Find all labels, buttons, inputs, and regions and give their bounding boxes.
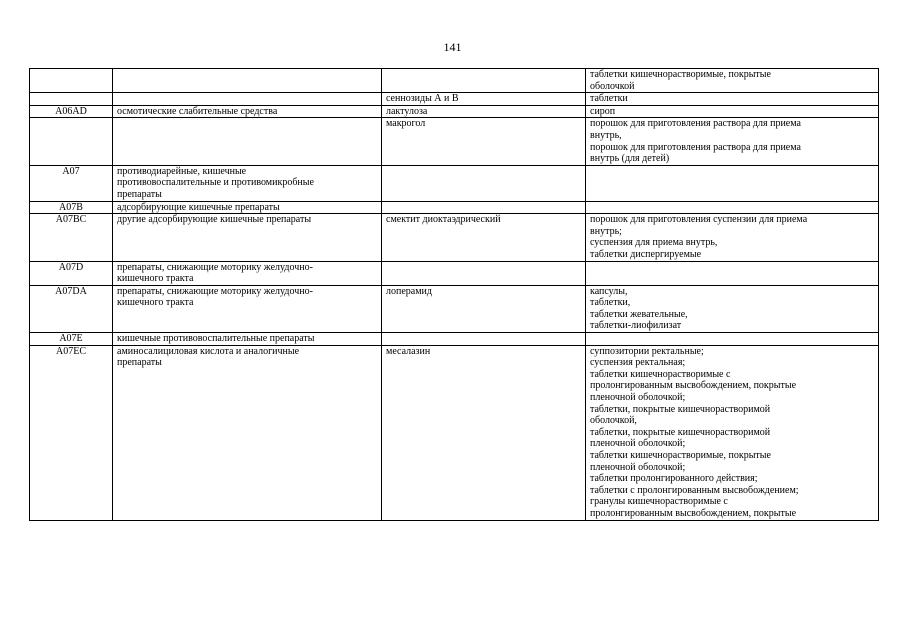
table-row bbox=[30, 345, 879, 520]
substance-cell bbox=[382, 165, 586, 201]
anatomical-therapeutic-group-cell bbox=[113, 165, 382, 201]
dosage-form-line: таблетки диспергируемые bbox=[590, 248, 702, 260]
dosage-form-line: таблетки кишечнорастворимые, покрытые bbox=[590, 450, 771, 461]
substance-cell: смектит диоктаэдрический bbox=[382, 214, 586, 261]
anatomical-therapeutic-group-cell bbox=[113, 118, 382, 165]
dosage-form-line: таблетки, покрытые кишечнорастворимой bbox=[590, 403, 771, 415]
dosage-form-line: оболочкой bbox=[590, 80, 635, 92]
dosage-form-line: пленочной оболочкой; bbox=[590, 438, 686, 450]
dosage-form-line: порошок для приготовления раствора для приема bbox=[590, 141, 801, 153]
table-row bbox=[30, 333, 879, 346]
group-name-line: препараты bbox=[117, 188, 162, 200]
table-row bbox=[30, 214, 879, 261]
anatomical-therapeutic-group-cell: адсорбирующие кишечные препараты bbox=[113, 201, 382, 214]
atc-code-cell bbox=[30, 69, 113, 93]
dosage-form-line: суппозитории ректальные; bbox=[590, 345, 704, 357]
dosage-form-line: пленочной оболочкой; bbox=[590, 392, 686, 404]
substance-cell: лактулоза bbox=[382, 105, 586, 118]
dosage-form-line: порошок для приготовления суспензии для приема bbox=[590, 214, 808, 226]
table-row bbox=[30, 118, 879, 165]
anatomical-therapeutic-group-cell bbox=[113, 93, 382, 106]
atc-code-cell: A07EC bbox=[30, 345, 113, 520]
anatomical-therapeutic-group-cell bbox=[113, 285, 382, 332]
dosage-form-line: таблетки с пролонгированным высвобождением; bbox=[590, 484, 799, 496]
dosage-forms-cell bbox=[586, 118, 879, 165]
table-row bbox=[30, 285, 879, 332]
dosage-forms-cell bbox=[586, 333, 879, 346]
substance-cell bbox=[382, 333, 586, 346]
group-name-line: противодиарейные, кишечные bbox=[117, 165, 247, 177]
dosage-form-line: таблетки пролонгированного действия; bbox=[590, 473, 758, 485]
substance-cell bbox=[382, 69, 586, 93]
atc-code-cell: A07DA bbox=[30, 285, 113, 332]
dosage-forms-cell bbox=[586, 285, 879, 332]
dosage-form-line: суспензия для приема внутрь, bbox=[590, 237, 718, 249]
anatomical-therapeutic-group-cell: другие адсорбирующие кишечные препараты bbox=[113, 214, 382, 261]
dosage-forms-cell bbox=[586, 345, 879, 520]
substance-cell: лоперамид bbox=[382, 285, 586, 332]
dosage-form-line: внутрь; bbox=[590, 225, 622, 237]
dosage-form-line: гранулы кишечнорастворимые с bbox=[590, 496, 728, 508]
atc-code-cell bbox=[30, 118, 113, 165]
table-row bbox=[30, 261, 879, 285]
atc-code-cell bbox=[30, 93, 113, 106]
dosage-form-line: внутрь (для детей) bbox=[590, 153, 670, 165]
dosage-form-line: таблетки-лиофилизат bbox=[590, 320, 682, 332]
atc-code-cell: A07B bbox=[30, 201, 113, 214]
substance-cell: сеннозиды А и В bbox=[382, 93, 586, 106]
dosage-form-line: внутрь, bbox=[590, 129, 622, 141]
dosage-form-line: таблетки жевательные, bbox=[590, 308, 688, 320]
dosage-form-line: пролонгированным высвобождением, покрытые bbox=[590, 507, 797, 519]
table-body bbox=[30, 69, 879, 521]
dosage-form-line: оболочкой, bbox=[590, 415, 637, 427]
anatomical-therapeutic-group-cell bbox=[113, 345, 382, 520]
table-row bbox=[30, 69, 879, 93]
atc-code-cell: A07BC bbox=[30, 214, 113, 261]
dosage-form-line: сироп bbox=[590, 105, 616, 117]
anatomical-therapeutic-group-cell bbox=[113, 69, 382, 93]
group-name-line: препараты, снижающие моторику желудочно- bbox=[117, 261, 313, 273]
dosage-form-line: пленочной оболочкой; bbox=[590, 461, 686, 473]
table-row bbox=[30, 165, 879, 201]
atc-code-cell: A07E bbox=[30, 333, 113, 346]
drug-classification-table bbox=[29, 68, 879, 521]
anatomical-therapeutic-group-cell: кишечные противовоспалительные препараты bbox=[113, 333, 382, 346]
table-row bbox=[30, 105, 879, 118]
dosage-forms-cell bbox=[586, 261, 879, 285]
atc-code-cell: A07D bbox=[30, 261, 113, 285]
atc-code-cell: A07 bbox=[30, 165, 113, 201]
substance-cell bbox=[382, 261, 586, 285]
table-row bbox=[30, 201, 879, 214]
dosage-form-line: пролонгированным высвобождением, покрытые bbox=[590, 380, 797, 392]
atc-code-cell: A06AD bbox=[30, 105, 113, 118]
dosage-form-line: капсулы, bbox=[590, 285, 628, 297]
anatomical-therapeutic-group-cell bbox=[113, 261, 382, 285]
substance-cell: месалазин bbox=[382, 345, 586, 520]
group-name-line: препараты bbox=[117, 357, 162, 369]
group-name-line: противовоспалительные и противомикробные bbox=[117, 177, 314, 189]
dosage-forms-cell bbox=[586, 165, 879, 201]
table-row bbox=[30, 93, 879, 106]
dosage-form-line: таблетки кишечнорастворимые, покрытые bbox=[590, 69, 771, 80]
dosage-forms-cell bbox=[586, 201, 879, 214]
dosage-forms-cell bbox=[586, 105, 879, 118]
dosage-forms-cell bbox=[586, 93, 879, 106]
dosage-form-line: таблетки, bbox=[590, 297, 631, 309]
dosage-form-line: суспензия ректальная; bbox=[590, 357, 686, 369]
group-name-line: аминосалициловая кислота и аналогичные bbox=[117, 345, 300, 357]
group-name-line: кишечного тракта bbox=[117, 297, 194, 309]
dosage-form-line: порошок для приготовления раствора для приема bbox=[590, 118, 801, 130]
substance-cell: макрогол bbox=[382, 118, 586, 165]
dosage-forms-cell bbox=[586, 69, 879, 93]
substance-cell bbox=[382, 201, 586, 214]
group-name-line: препараты, снижающие моторику желудочно- bbox=[117, 285, 313, 297]
page-number: 141 bbox=[443, 40, 462, 54]
dosage-form-line: таблетки, покрытые кишечнорастворимой bbox=[590, 426, 771, 438]
anatomical-therapeutic-group-cell: осмотические слабительные средства bbox=[113, 105, 382, 118]
group-name-line: кишечного тракта bbox=[117, 273, 194, 285]
dosage-forms-cell bbox=[586, 214, 879, 261]
dosage-form-line: таблетки кишечнорастворимые с bbox=[590, 368, 731, 380]
dosage-form-line: таблетки bbox=[590, 93, 628, 105]
